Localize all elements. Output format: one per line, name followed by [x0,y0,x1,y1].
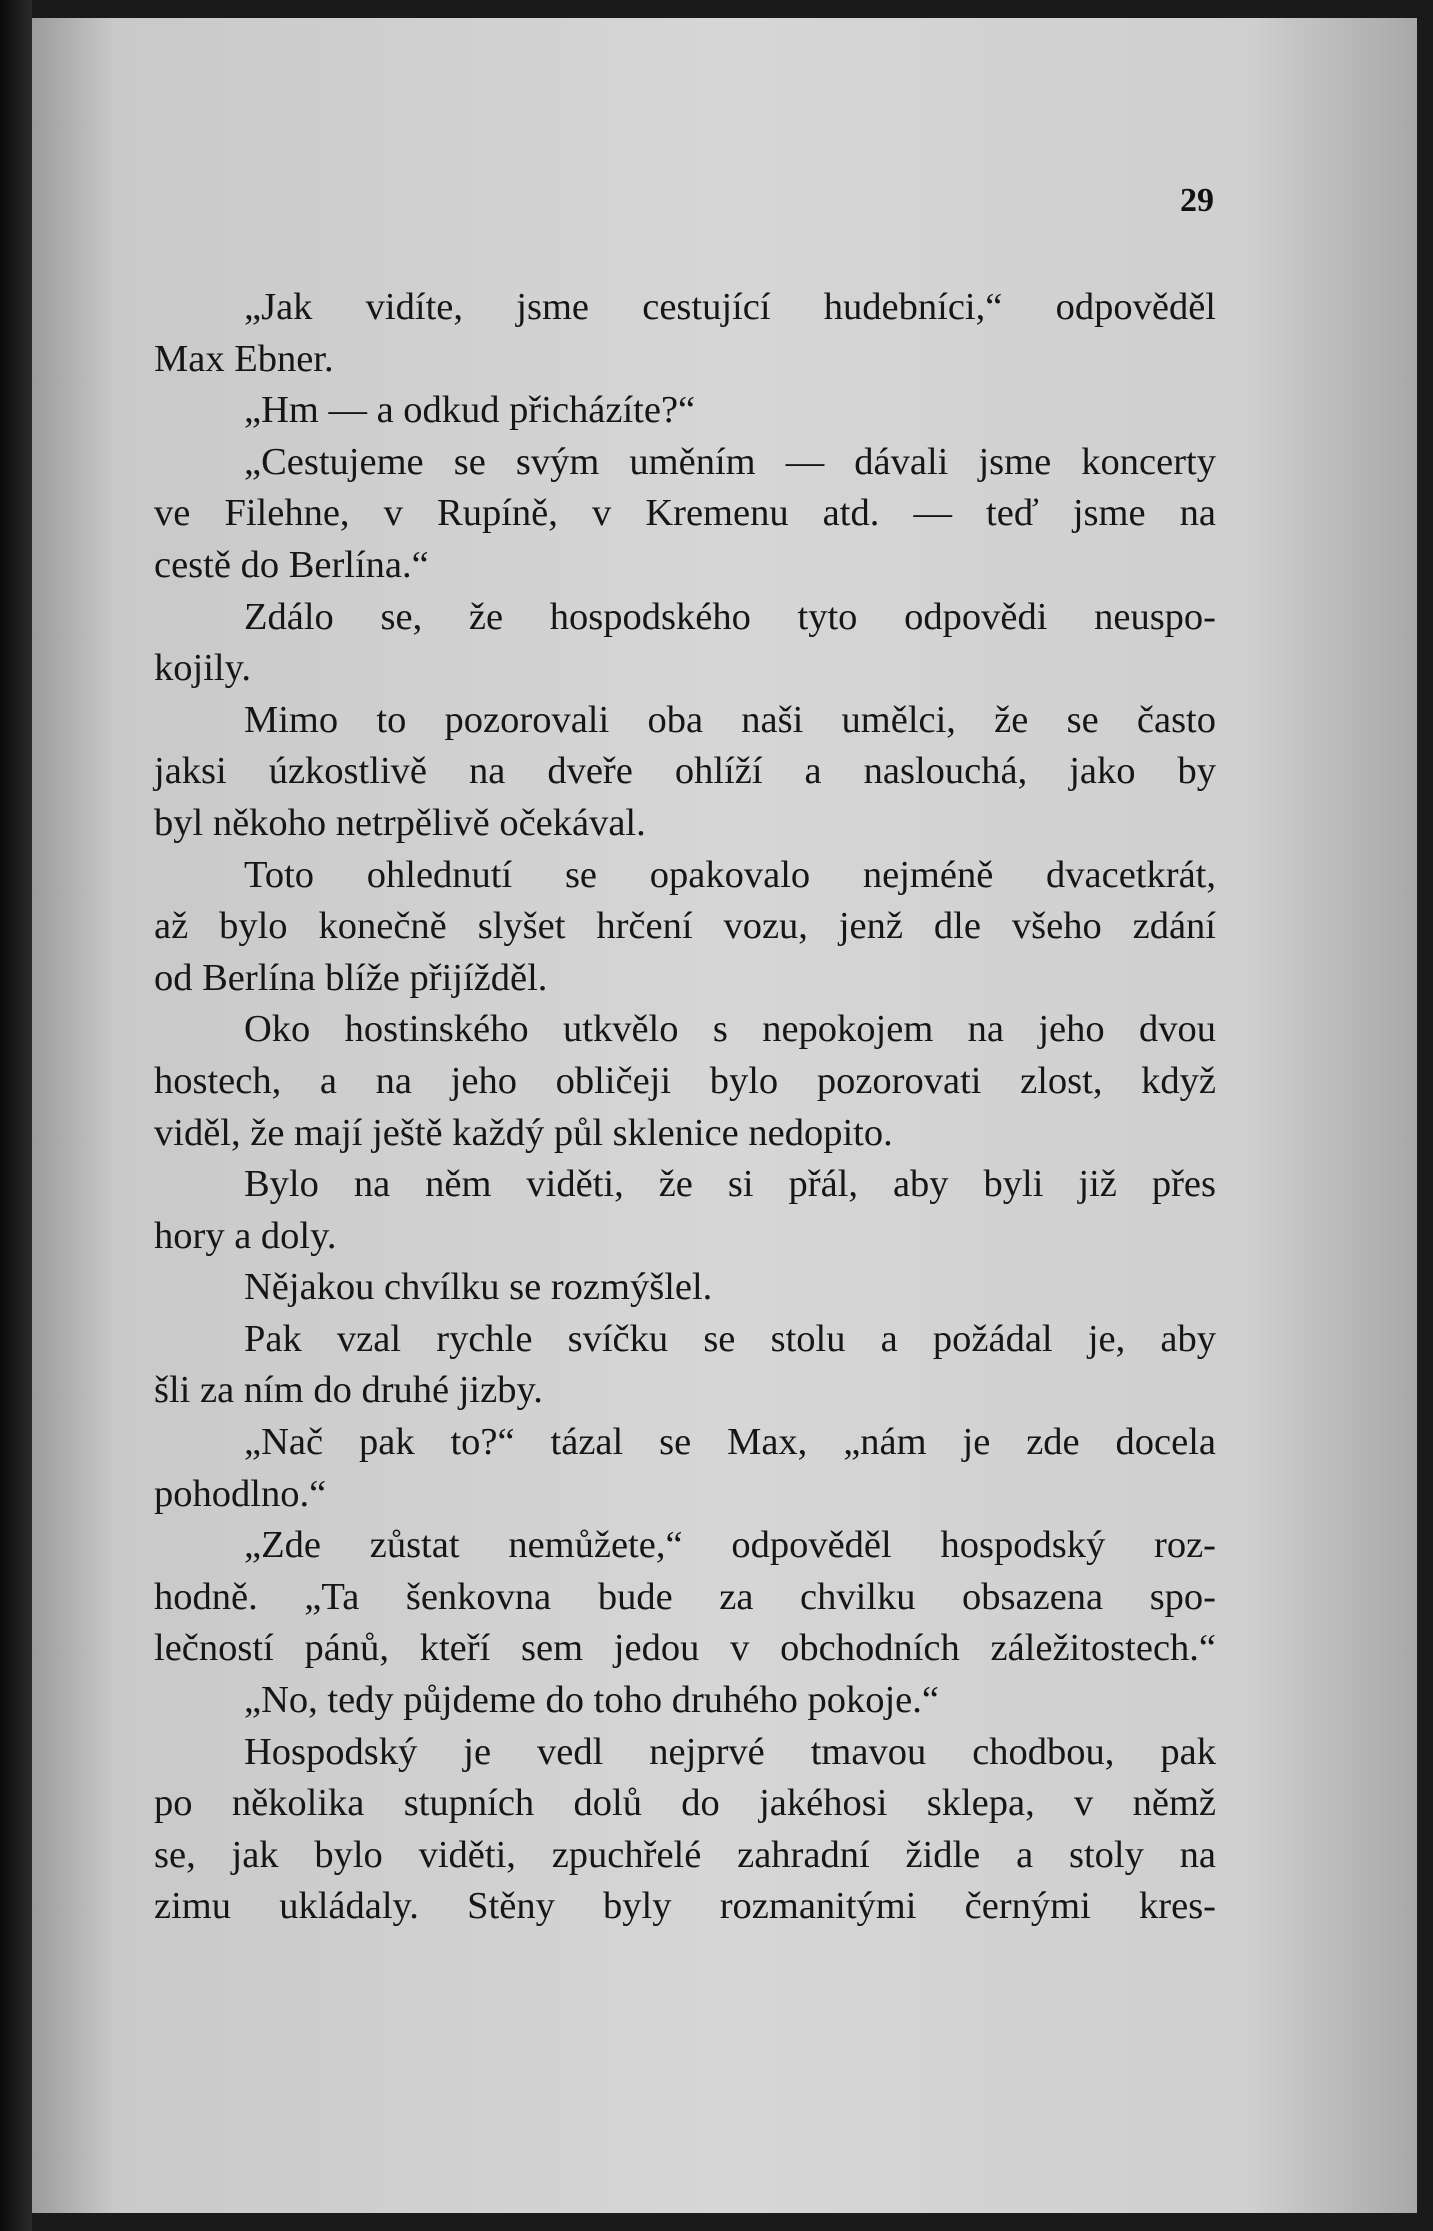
text-line: od Berlína blíže přijížděl. [154,956,548,999]
text-line: viděl, že mají ještě každý půl sklenice nedopito. [154,1111,893,1154]
text-line: byl někoho netrpělivě očekával. [154,801,646,844]
text-line: „Zde zůstat nemůžete,“ odpověděl hospodský roz- [244,1524,1216,1567]
page-body-text [154,282,1216,1933]
text-line: lečností pánů, kteří sem jedou v obchodních záležitostech.“ [154,1627,1216,1670]
text-line: po několika stupních dolů do jakéhosi sklepa, v němž [154,1782,1216,1825]
text-line: hodně. „Ta šenkovna bude za chvilku obsazena spo- [154,1575,1216,1618]
text-line: jaksi úzkostlivě na dveře ohlíží a naslouchá, jako by [154,750,1216,793]
text-line: Hospodský je vedl nejprvé tmavou chodbou, pak [244,1730,1216,1773]
text-line: Max Ebner. [154,337,334,380]
text-line: cestě do Berlína.“ [154,543,429,586]
text-line: Bylo na něm viděti, že si přál, aby byli již přes [244,1163,1216,1206]
text-line: Toto ohlednutí se opakovalo nejméně dvacetkrát, [244,853,1216,896]
text-line: pohodlno.“ [154,1472,327,1515]
text-line: hory a doly. [154,1214,337,1257]
text-line: Pak vzal rychle svíčku se stolu a požádal je, aby [244,1317,1216,1360]
book-gutter-shadow [0,0,32,2231]
text-line: „Nač pak to?“ tázal se Max, „nám je zde docela [244,1421,1216,1464]
text-line: Mimo to pozorovali oba naši umělci, že se často [244,698,1216,741]
text-line: „No, tedy půjdeme do toho druhého pokoje.“ [244,1679,939,1722]
text-line: Zdálo se, že hospodského tyto odpovědi neuspo- [244,595,1216,638]
text-line: Oko hostinského utkvělo s nepokojem na jeho dvou [244,1008,1216,1051]
text-line: hostech, a na jeho obličeji bylo pozorovati zlost, když [154,1059,1216,1102]
text-line: ve Filehne, v Rupíně, v Kremenu atd. — teď jsme na [154,492,1216,535]
text-line: se, jak bylo viděti, zpuchřelé zahradní židle a stoly na [154,1833,1216,1876]
text-line: až bylo konečně slyšet hrčení vozu, jenž dle všeho zdání [154,905,1216,948]
text-line: šli za ním do druhé jizby. [154,1369,543,1412]
page-number: 29 [1180,182,1214,219]
text-line: „Jak vidíte, jsme cestující hudebníci,“ odpověděl [244,286,1216,328]
text-line: kojily. [154,647,251,690]
text-line: Nějakou chvílku se rozmýšlel. [244,1266,713,1309]
text-line: zimu ukládaly. Stěny byly rozmanitými černými kres- [154,1885,1216,1928]
text-line: „Hm — a odkud přicházíte?“ [244,389,696,432]
text-line: „Cestujeme se svým uměním — dávali jsme koncerty [244,440,1216,483]
